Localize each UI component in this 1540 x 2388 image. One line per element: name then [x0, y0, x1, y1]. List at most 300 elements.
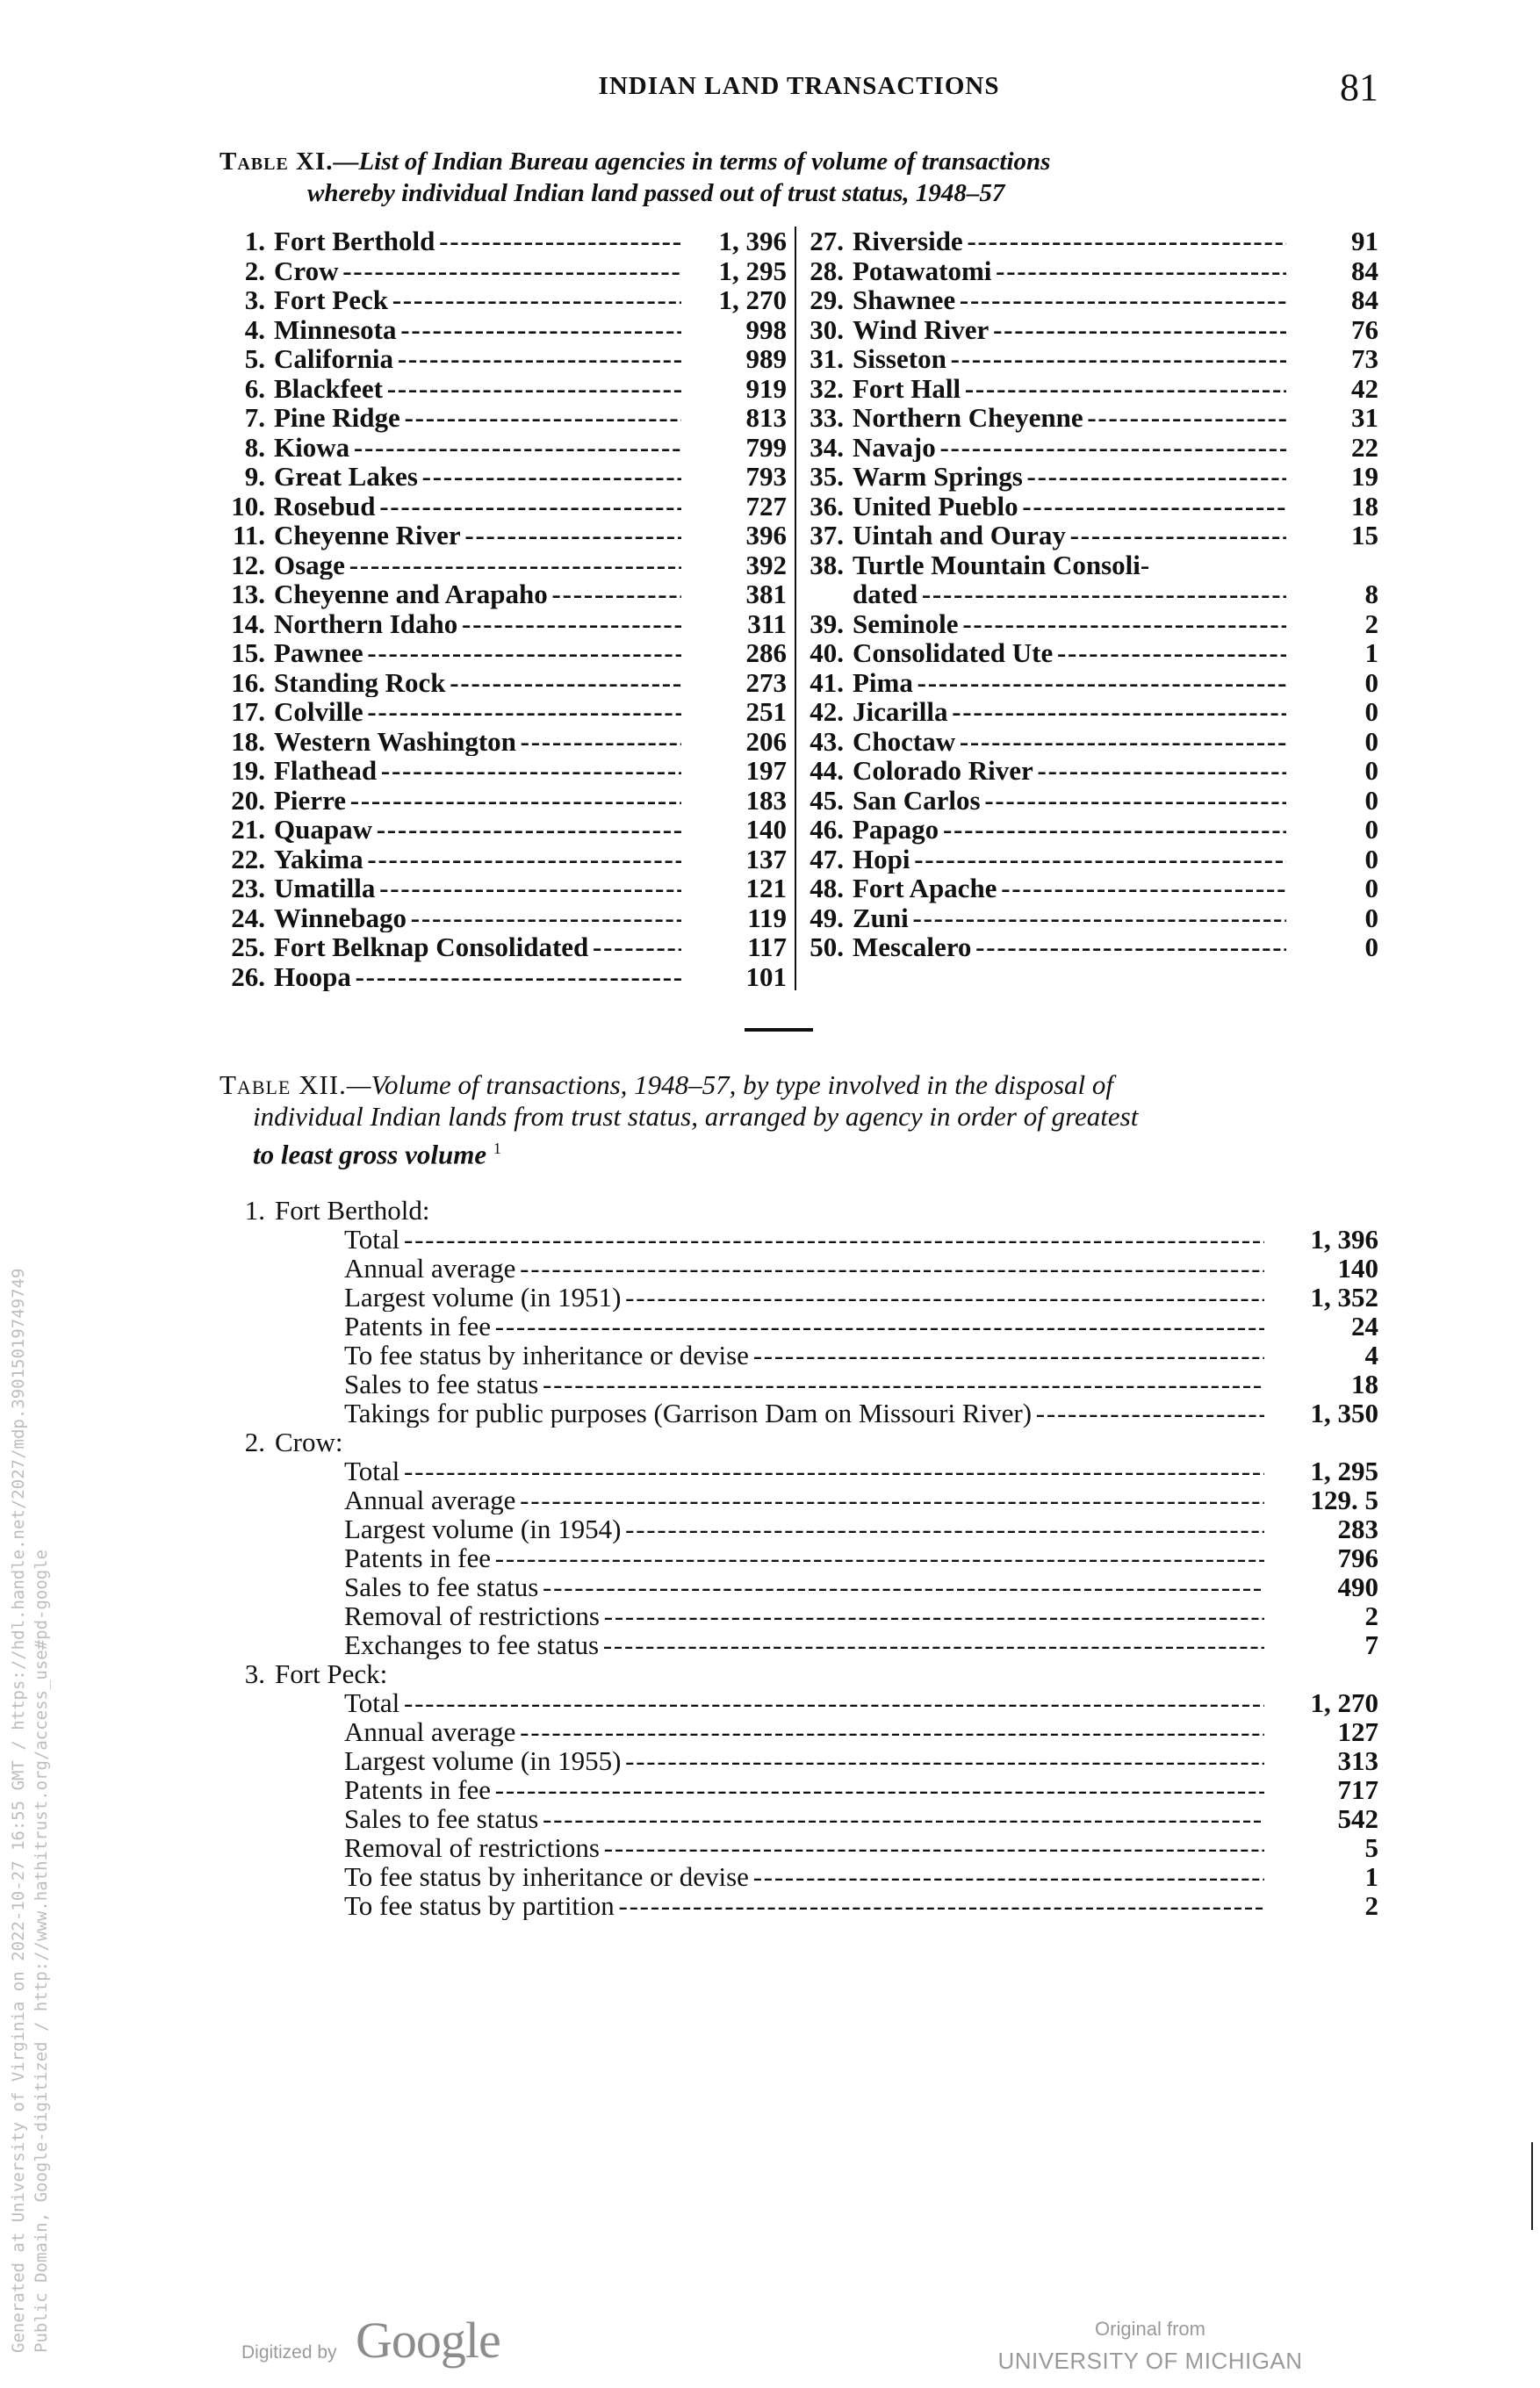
table-row — [803, 403, 1378, 433]
agency-name: Fort Berthold - - - — [274, 227, 681, 256]
table-xii-caption-line3: to least gross volume — [253, 1139, 487, 1170]
agency-rank: 39. — [810, 608, 844, 639]
table-row — [803, 492, 1378, 521]
line-item-value: 4 — [1364, 1340, 1378, 1370]
table-row — [219, 315, 787, 345]
table-row — [803, 315, 1378, 345]
transaction-count: 117 — [747, 931, 787, 962]
table-row — [803, 609, 1378, 639]
agency-number: 3. — [244, 1658, 265, 1689]
line-item-label: To fee status by inheritance or devise - - - — [344, 1341, 1264, 1370]
table-row — [219, 609, 787, 639]
agency-name: Jicarilla - - - — [853, 697, 1286, 727]
table-row — [803, 462, 1378, 492]
line-item-label: Largest volume (in 1951) - - - — [344, 1283, 1264, 1312]
column-divider — [795, 227, 796, 990]
agency-rank: 12. — [231, 549, 265, 580]
agency-name: San Carlos - - - — [853, 786, 1286, 816]
transaction-count: 813 — [745, 402, 787, 433]
original-from — [975, 2318, 1326, 2375]
agency-name: Blackfeet - - - — [274, 374, 681, 404]
table-row — [803, 638, 1378, 668]
line-item-value: 490 — [1337, 1572, 1378, 1602]
table-row — [803, 344, 1378, 374]
table-row — [803, 227, 1378, 256]
table-xi-left-column — [219, 227, 787, 991]
line-item-label: Largest volume (in 1955) - - - — [344, 1746, 1264, 1775]
agency-name: Crow - - - — [274, 256, 681, 286]
agency-rank: 29. — [810, 284, 844, 315]
table-row — [219, 285, 787, 315]
table-xii-caption-line1: —Volume of transactions, 1948–57, by type involved in the disposal of — [346, 1069, 1113, 1100]
agency-name: Pima - - - — [853, 668, 1286, 698]
agency-number: 1. — [244, 1195, 265, 1226]
table-row — [803, 756, 1378, 786]
transaction-count: 0 — [1364, 843, 1378, 874]
agency-rank: 24. — [231, 902, 265, 933]
agency-name: Kiowa - - - — [274, 433, 681, 463]
table-row — [219, 962, 787, 992]
line-item — [219, 1717, 1378, 1746]
line-item-value: 1, 396 — [1310, 1224, 1378, 1255]
agency-rank: 40. — [810, 637, 844, 668]
agency-name: Cheyenne River - - - — [274, 521, 681, 550]
transaction-count: 121 — [745, 873, 787, 903]
agency-name: Crow: — [275, 1427, 343, 1457]
table-row — [803, 845, 1378, 874]
agency-name: Pierre - - - — [274, 786, 681, 816]
transaction-count: 19 — [1351, 461, 1378, 492]
margin-watermark-line2: Public Domain, Google-digitized / http://www.hathitrust.org/access_use#pd-google — [32, 1549, 51, 2353]
agency-rank: 49. — [810, 902, 844, 933]
agency-name: Fort Belknap Consolidated - - - — [274, 932, 681, 962]
table-row — [803, 786, 1378, 816]
transaction-count: 0 — [1364, 725, 1378, 757]
agency-name: Western Washington - - - — [274, 727, 681, 757]
transaction-count: 137 — [745, 843, 787, 874]
line-item-value: 7 — [1364, 1629, 1378, 1660]
table-row — [219, 521, 787, 550]
agency-rank: 1. — [244, 226, 265, 256]
line-item-label: Sales to fee status - - - — [344, 1572, 1264, 1601]
transaction-count: 22 — [1351, 431, 1378, 463]
agency-rank: 7. — [244, 402, 265, 433]
agency-rank: 26. — [231, 960, 265, 992]
table-row — [219, 697, 787, 727]
running-title: INDIAN LAND TRANSACTIONS — [598, 72, 1000, 100]
agency-rank: 42. — [810, 696, 844, 727]
line-item — [219, 1572, 1378, 1601]
agency-rank: 31. — [810, 343, 844, 374]
transaction-count: 2 — [1364, 608, 1378, 639]
table-row — [803, 550, 1378, 580]
transaction-count: 0 — [1364, 755, 1378, 786]
agency-rank: 4. — [244, 313, 265, 345]
transaction-count: 31 — [1351, 402, 1378, 433]
line-item — [219, 1254, 1378, 1283]
agency-rank: 2. — [244, 255, 265, 286]
agency-rank: 38. — [810, 549, 844, 580]
agency-rank: 13. — [231, 579, 265, 609]
agency-rank: 14. — [231, 608, 265, 639]
agency-rank: 21. — [231, 814, 265, 845]
margin-watermark-line1: Generated at University of Virginia on 2022-10-27 16:55 GMT / https://hdl.handle.net/2027/mdp.39015019749749 — [9, 1268, 28, 2353]
agency-rank: 33. — [810, 402, 844, 433]
table-row — [219, 815, 787, 845]
agency-name: Fort Hall - - - — [853, 374, 1286, 404]
line-item-value: 1, 295 — [1310, 1456, 1378, 1486]
table-row — [803, 903, 1378, 933]
transaction-count: 392 — [745, 549, 787, 580]
transaction-count: 84 — [1351, 284, 1378, 315]
line-item-label: Total - - - — [344, 1225, 1264, 1254]
running-header — [219, 65, 1378, 118]
table-xii-caption — [219, 1069, 1378, 1170]
line-item-value: 542 — [1337, 1803, 1378, 1834]
agency-name: Warm Springs - - - — [853, 462, 1286, 492]
line-item-value: 1 — [1364, 1861, 1378, 1892]
agency-heading — [219, 1428, 1378, 1457]
transaction-count: 84 — [1351, 255, 1378, 286]
agency-name: Standing Rock - - - — [274, 668, 681, 698]
agency-name: Choctaw - - - — [853, 727, 1286, 757]
transaction-count: 989 — [745, 343, 787, 374]
line-item — [219, 1688, 1378, 1717]
table-row — [803, 285, 1378, 315]
table-row — [219, 256, 787, 286]
agency-name: Consolidated Ute - - - — [853, 638, 1286, 668]
table-row — [803, 374, 1378, 404]
agency-name: Minnesota - - - — [274, 315, 681, 345]
line-item — [219, 1833, 1378, 1862]
transaction-count: 998 — [745, 313, 787, 345]
table-xi-caption-line1: —List of Indian Bureau agencies in terms of volume of transactions — [333, 147, 1051, 176]
agency-heading — [219, 1196, 1378, 1225]
table-row — [219, 638, 787, 668]
agency-name: Mescalero - - - — [853, 932, 1286, 962]
agency-rank: 19. — [231, 755, 265, 786]
agency-rank: 3. — [244, 284, 265, 315]
line-item-label: Patents in fee - - - — [344, 1543, 1264, 1572]
table-xi-caption-line2: whereby individual Indian land passed out of trust status, 1948–57 — [307, 179, 1005, 207]
agency-name: Northern Cheyenne - - - — [853, 403, 1286, 433]
line-item-label: Removal of restrictions - - - — [344, 1833, 1264, 1862]
table-row — [219, 492, 787, 521]
google-logo: Google — [356, 2312, 500, 2369]
section-divider — [745, 1028, 813, 1032]
transaction-count: 799 — [745, 431, 787, 463]
line-item — [219, 1775, 1378, 1804]
transaction-count: 0 — [1364, 873, 1378, 903]
line-item — [219, 1543, 1378, 1572]
agency-name: Turtle Mountain Consoli- — [853, 550, 1150, 579]
line-item — [219, 1630, 1378, 1659]
table-row — [219, 932, 787, 962]
line-item — [219, 1601, 1378, 1630]
agency-rank: 6. — [244, 372, 265, 404]
agency-number: 2. — [244, 1427, 265, 1457]
agency-rank: 30. — [810, 313, 844, 345]
table-row — [219, 433, 787, 463]
scan-edge-mark — [1531, 2142, 1533, 2230]
line-item-label: Total - - - — [344, 1457, 1264, 1485]
agency-rank: 23. — [231, 873, 265, 903]
agency-rank: 36. — [810, 490, 844, 521]
line-item-label: Exchanges to fee status - - - — [344, 1630, 1264, 1659]
footnote-marker: 1 — [493, 1140, 501, 1157]
line-item-label: Total - - - — [344, 1688, 1264, 1717]
agency-rank: 45. — [810, 784, 844, 816]
table-xii-caption-line2: individual Indian lands from trust status, arranged by agency in order of greatest — [253, 1101, 1139, 1132]
agency-rank: 16. — [231, 666, 265, 698]
line-item — [219, 1514, 1378, 1543]
agency-rank: 20. — [231, 784, 265, 816]
agency-name: Shawnee - - - — [853, 285, 1286, 315]
agency-name: Cheyenne and Arapaho - - - — [274, 579, 681, 609]
table-row — [219, 874, 787, 903]
line-item-value: 127 — [1337, 1716, 1378, 1747]
transaction-count: 42 — [1351, 372, 1378, 404]
agency-name: Wind River - - - — [853, 315, 1286, 345]
transaction-count: 197 — [745, 755, 787, 786]
transaction-count: 76 — [1351, 313, 1378, 345]
agency-name: Colorado River - - - — [853, 756, 1286, 786]
agency-rank: 44. — [810, 755, 844, 786]
line-item-label: Sales to fee status - - - — [344, 1804, 1264, 1833]
agency-rank: 5. — [244, 343, 265, 374]
transaction-count: 396 — [745, 520, 787, 550]
line-item — [219, 1312, 1378, 1341]
agency-rank: 35. — [810, 461, 844, 492]
agency-rank: 27. — [810, 226, 844, 256]
agency-name: Hoopa - - - — [274, 962, 681, 992]
transaction-count: 251 — [745, 696, 787, 727]
agency-rank: 28. — [810, 255, 844, 286]
agency-name: Fort Peck: — [275, 1658, 388, 1689]
transaction-count: 0 — [1364, 931, 1378, 962]
line-item — [219, 1485, 1378, 1514]
line-item-value: 18 — [1351, 1369, 1378, 1399]
table-row — [803, 668, 1378, 698]
line-item-value: 2 — [1364, 1600, 1378, 1631]
transaction-count: 381 — [745, 579, 787, 609]
transaction-count: 140 — [745, 814, 787, 845]
agency-rank: 41. — [810, 666, 844, 698]
agency-heading — [219, 1659, 1378, 1688]
table-row — [219, 227, 787, 256]
transaction-count: 0 — [1364, 784, 1378, 816]
agency-name: Potawatomi - - - — [853, 256, 1286, 286]
table-xi-right-column — [803, 227, 1378, 962]
transaction-count: 919 — [745, 372, 787, 404]
agency-name: Quapaw - - - — [274, 815, 681, 845]
agency-rank: 9. — [244, 461, 265, 492]
table-row — [219, 462, 787, 492]
agency-rank: 43. — [810, 725, 844, 757]
transaction-count: 727 — [745, 490, 787, 521]
agency-rank: 32. — [810, 372, 844, 404]
table-row — [219, 756, 787, 786]
line-item-value: 796 — [1337, 1543, 1378, 1573]
line-item-value: 1, 352 — [1310, 1282, 1378, 1313]
table-row — [219, 786, 787, 816]
transaction-count: 18 — [1351, 490, 1378, 521]
agency-rank: 46. — [810, 814, 844, 845]
agency-block — [219, 1196, 1378, 1428]
transaction-count: 15 — [1351, 520, 1378, 550]
line-item-label: Patents in fee - - - — [344, 1312, 1264, 1341]
agency-rank: 22. — [231, 843, 265, 874]
agency-name: Northern Idaho - - - — [274, 609, 681, 639]
transaction-count: 1, 295 — [718, 255, 787, 286]
agency-name: Sisseton - - - — [853, 344, 1286, 374]
table-row — [803, 579, 1378, 609]
table-row — [219, 579, 787, 609]
digitized-by-label: Digitized by — [241, 2342, 337, 2363]
agency-rank: 25. — [231, 931, 265, 962]
agency-name: Fort Peck - - - — [274, 285, 681, 315]
line-item — [219, 1225, 1378, 1254]
table-row — [803, 815, 1378, 845]
line-item — [219, 1746, 1378, 1775]
table-row — [803, 433, 1378, 463]
line-item — [219, 1283, 1378, 1312]
transaction-count: 793 — [745, 461, 787, 492]
table-row — [219, 374, 787, 404]
agency-name: Pawnee - - - — [274, 638, 681, 668]
line-item — [219, 1370, 1378, 1399]
agency-rank: 47. — [810, 843, 844, 874]
table-row — [219, 903, 787, 933]
line-item — [219, 1804, 1378, 1833]
line-item — [219, 1891, 1378, 1920]
agency-name: Zuni - - - — [853, 903, 1286, 933]
agency-name: Flathead - - - — [274, 756, 681, 786]
line-item-value: 313 — [1337, 1745, 1378, 1776]
line-item-label: Annual average - - - — [344, 1485, 1264, 1514]
transaction-count: 311 — [747, 608, 787, 639]
line-item-label: Annual average - - - — [344, 1254, 1264, 1283]
line-item — [219, 1862, 1378, 1891]
agency-name: Umatilla - - - — [274, 874, 681, 903]
table-row — [803, 521, 1378, 550]
original-from-label: Original from — [1095, 2318, 1205, 2340]
institution-name: UNIVERSITY OF MICHIGAN — [997, 2348, 1303, 2374]
table-row — [803, 874, 1378, 903]
table-xi-caption — [219, 146, 1378, 209]
page-number: 81 — [1340, 66, 1378, 109]
line-item — [219, 1457, 1378, 1485]
agency-name: Colville - - - — [274, 697, 681, 727]
agency-name: Winnebago - - - — [274, 903, 681, 933]
agency-rank: 50. — [810, 931, 844, 962]
transaction-count: 286 — [745, 637, 787, 668]
agency-name: Riverside - - - — [853, 227, 1286, 256]
table-row — [219, 550, 787, 580]
table-row — [219, 668, 787, 698]
transaction-count: 0 — [1364, 696, 1378, 727]
transaction-count: 119 — [747, 902, 787, 933]
table-row — [219, 727, 787, 757]
line-item-label: To fee status by inheritance or devise - - - — [344, 1862, 1264, 1891]
line-item-value: 5 — [1364, 1832, 1378, 1863]
transaction-count: 0 — [1364, 814, 1378, 845]
agency-rank: 48. — [810, 873, 844, 903]
transaction-count: 8 — [1364, 579, 1378, 609]
agency-rank: 37. — [810, 520, 844, 550]
transaction-count: 0 — [1364, 666, 1378, 698]
agency-name: Pine Ridge - - - — [274, 403, 681, 433]
transaction-count: 0 — [1364, 902, 1378, 933]
agency-block — [219, 1659, 1378, 1920]
agency-rank: 15. — [231, 637, 265, 668]
table-row — [803, 697, 1378, 727]
table-row — [803, 256, 1378, 286]
line-item-value: 283 — [1337, 1514, 1378, 1544]
table-xii-label: Table XII. — [219, 1069, 347, 1100]
agency-rank: 17. — [231, 696, 265, 727]
line-item-label: Largest volume (in 1954) - - - — [344, 1514, 1264, 1543]
agency-block — [219, 1428, 1378, 1659]
line-item-value: 129. 5 — [1310, 1485, 1378, 1515]
table-row — [219, 845, 787, 874]
transaction-count: 73 — [1351, 343, 1378, 374]
table-xi-label: Table XI. — [219, 147, 334, 176]
agency-rank: 8. — [244, 431, 265, 463]
agency-name: Navajo - - - — [853, 433, 1286, 463]
agency-name: Rosebud - - - — [274, 492, 681, 521]
line-item-value: 1, 350 — [1310, 1398, 1378, 1428]
agency-rank: 10. — [231, 490, 265, 521]
line-item-value: 24 — [1351, 1311, 1378, 1341]
transaction-count: 1 — [1364, 637, 1378, 668]
agency-name: Yakima - - - — [274, 845, 681, 874]
table-row — [219, 344, 787, 374]
line-item-value: 1, 270 — [1310, 1687, 1378, 1718]
transaction-count: 273 — [745, 666, 787, 698]
agency-name: Fort Apache - - - — [853, 874, 1286, 903]
agency-name: Great Lakes - - - — [274, 462, 681, 492]
line-item — [219, 1341, 1378, 1370]
line-item — [219, 1399, 1378, 1428]
line-item-label: Removal of restrictions - - - — [344, 1601, 1264, 1630]
line-item-value: 2 — [1364, 1890, 1378, 1921]
line-item-value: 140 — [1337, 1253, 1378, 1284]
agency-name: Papago - - - — [853, 815, 1286, 845]
agency-name: Seminole - - - — [853, 609, 1286, 639]
line-item-label: Annual average - - - — [344, 1717, 1264, 1746]
line-item-label: To fee status by partition - - - — [344, 1891, 1264, 1920]
agency-name: Hopi - - - — [853, 845, 1286, 874]
table-row — [219, 403, 787, 433]
agency-name: dated - - - — [853, 579, 1286, 609]
agency-name: California - - - — [274, 344, 681, 374]
transaction-count: 91 — [1351, 226, 1378, 256]
transaction-count: 1, 270 — [718, 284, 787, 315]
line-item-value: 717 — [1337, 1774, 1378, 1805]
transaction-count: 206 — [745, 725, 787, 757]
margin-watermark — [7, 1269, 53, 2353]
line-item-label: Sales to fee status - - - — [344, 1370, 1264, 1399]
table-row — [803, 932, 1378, 962]
agency-rank: 18. — [231, 725, 265, 757]
table-row — [803, 727, 1378, 757]
agency-rank: 34. — [810, 431, 844, 463]
line-item-label: Takings for public purposes (Garrison Dam on Missouri River) - - - — [344, 1399, 1264, 1428]
agency-name: Fort Berthold: — [275, 1195, 430, 1226]
transaction-count: 183 — [745, 784, 787, 816]
agency-rank: 11. — [232, 520, 265, 550]
